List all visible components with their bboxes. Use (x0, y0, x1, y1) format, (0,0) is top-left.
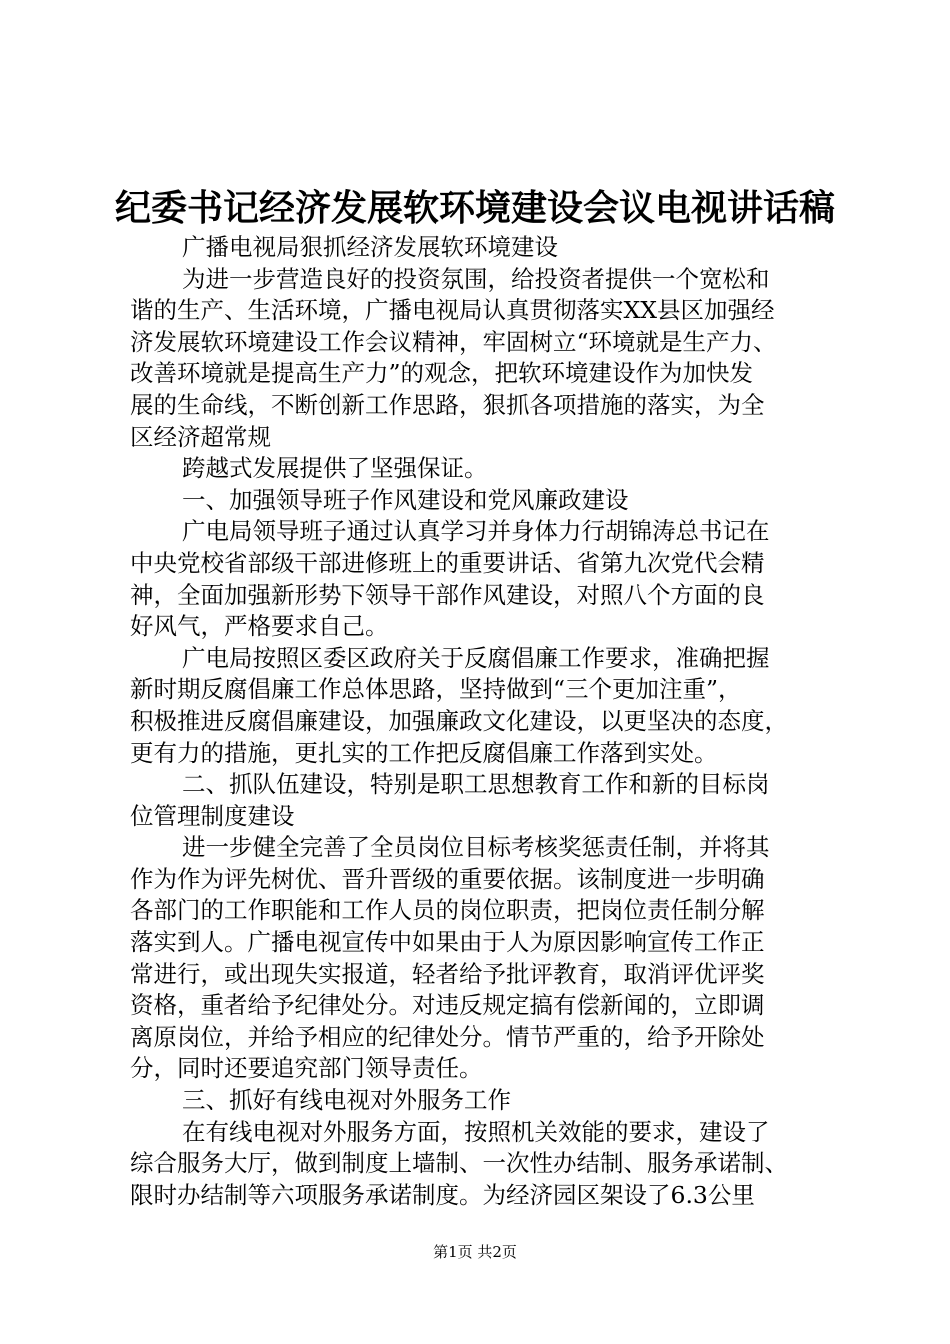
body-line: 进一步健全完善了全员岗位目标考核奖惩责任制，并将其 (182, 833, 770, 862)
body-line: 广播电视局狠抓经济发展软环境建设 (182, 233, 558, 261)
body-line: 更有力的措施，更扎实的工作把反腐倡廉工作落到实处。 (130, 738, 718, 767)
body-line: 谐的生产、生活环境，广播电视局认真贯彻落实XX县区加强经 (130, 296, 775, 325)
body-line: 离原岗位，并给予相应的纪律处分。情节严重的，给予开除处 (130, 1022, 765, 1051)
body-line: 常进行，或出现失实报道，轻者给予批评教育，取消评优评奖 (130, 959, 765, 988)
body-line: 在有线电视对外服务方面，按照机关效能的要求，建设了 (182, 1117, 770, 1146)
body-line: 限时办结制等六项服务承诺制度。为经济园区架设了6.3公里 (130, 1180, 755, 1209)
body-line: 资格，重者给予纪律处分。对违反规定搞有偿新闻的，立即调 (130, 991, 765, 1020)
body-line: 为进一步营造良好的投资氛围，给投资者提供一个宽松和 (182, 264, 770, 293)
body-line: 新时期反腐倡廉工作总体思路，坚持做到“三个更加注重”， (130, 675, 742, 704)
body-line: 广电局领导班子通过认真学习并身体力行胡锦涛总书记在 (182, 517, 770, 546)
document-body (130, 232, 835, 1211)
body-line: 济发展软环境建设工作会议精神，牢固树立“环境就是生产力、 (130, 327, 777, 356)
body-line: 展的生命线，不断创新工作思路，狠抓各项措施的落实，为全 (130, 390, 765, 419)
body-line: 落实到人。广播电视宣传中如果由于人为原因影响宣传工作正 (130, 928, 765, 957)
document-title: 纪委书记经济发展软环境建设会议电视讲话稿 (114, 188, 835, 229)
body-line: 综合服务大厅，做到制度上墙制、一次性办结制、服务承诺制、 (130, 1149, 788, 1178)
body-line: 区经济超常规 (130, 422, 271, 451)
body-line: 广电局按照区委区政府关于反腐倡廉工作要求，准确把握 (182, 643, 770, 672)
body-line: 中央党校省部级干部进修班上的重要讲话、省第九次党代会精 (130, 548, 765, 577)
body-line: 神，全面加强新形势下领导干部作风建设，对照八个方面的良 (130, 580, 765, 609)
section-heading: 位管理制度建设 (130, 801, 295, 830)
section-heading: 一、加强领导班子作风建设和党风廉政建设 (182, 485, 629, 514)
body-line: 改善环境就是提高生产力”的观念，把软环境建设作为加快发 (130, 359, 754, 388)
section-heading: 三、抓好有线电视对外服务工作 (182, 1086, 511, 1115)
page-footer: 第1页 共2页 (433, 1243, 517, 1261)
body-line: 各部门的工作职能和工作人员的岗位职责，把岗位责任制分解 (130, 896, 765, 925)
body-line: 积极推进反腐倡廉建设，加强廉政文化建设，以更坚决的态度， (130, 706, 788, 735)
body-line: 分，同时还要追究部门领导责任。 (130, 1054, 483, 1083)
body-line: 跨越式发展提供了坚强保证。 (182, 454, 488, 483)
body-line: 作为作为评先树优、晋升晋级的重要依据。该制度进一步明确 (130, 864, 765, 893)
section-heading: 二、抓队伍建设，特别是职工思想教育工作和新的目标岗 (182, 770, 770, 799)
body-line: 好风气，严格要求自己。 (130, 612, 389, 641)
